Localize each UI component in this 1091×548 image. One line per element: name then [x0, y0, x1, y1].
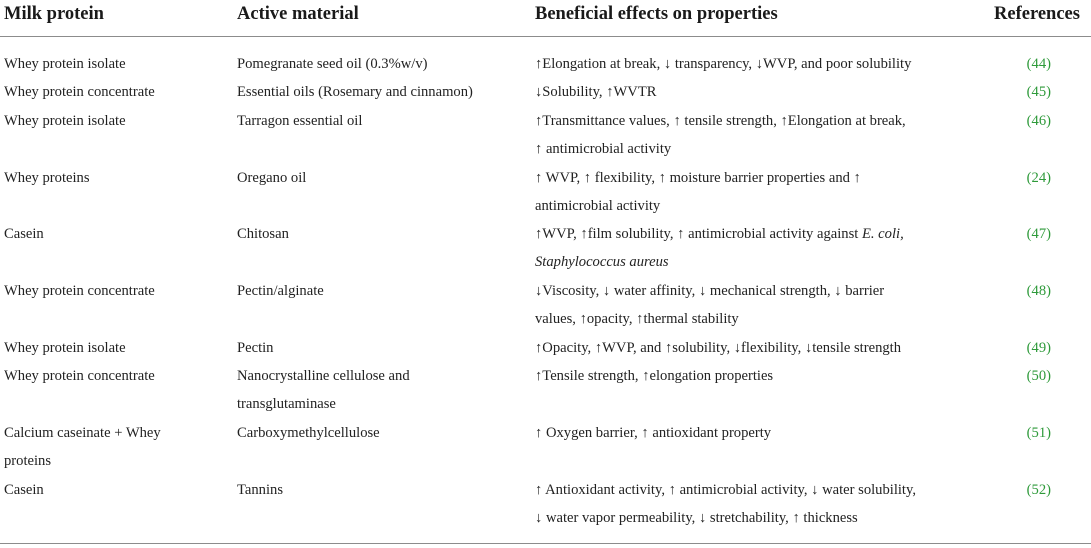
header-effects: Beneficial effects on properties — [535, 4, 778, 24]
cell-material: Pectin — [237, 340, 274, 356]
cell-material: Tannins — [237, 482, 283, 498]
reference-link[interactable]: (49) — [1026, 340, 1051, 356]
cell-effects: ↓Solubility, ↑WVTR — [535, 84, 657, 100]
table-bottom-rule — [0, 543, 1091, 544]
reference-link[interactable]: (24) — [1026, 170, 1051, 186]
reference-link[interactable]: (47) — [1026, 226, 1051, 242]
cell-protein: Whey protein concentrate — [4, 368, 155, 384]
header-divider — [0, 36, 1091, 37]
cell-protein: Whey protein isolate — [4, 340, 126, 356]
cell-effects: ↑Elongation at break, ↓ transparency, ↓WVP, and poor solubility — [535, 56, 912, 72]
cell-material: Oregano oil — [237, 170, 307, 186]
cell-effects: ↓Viscosity, ↓ water affinity, ↓ mechanical strength, ↓ barrier — [535, 283, 885, 299]
header-milk-protein: Milk protein — [4, 4, 104, 24]
cell-effects: ↑ Antioxidant activity, ↑ antimicrobial activity, ↓ water solubility, — [535, 482, 916, 498]
reference-link[interactable]: (45) — [1026, 84, 1051, 100]
cell-protein-cont: proteins — [4, 453, 52, 469]
cell-effects: ↑ Oxygen barrier, ↑ antioxidant property — [535, 425, 772, 441]
reference-link[interactable]: (50) — [1026, 368, 1051, 384]
header-active-material: Active material — [237, 4, 359, 24]
cell-protein: Whey protein isolate — [4, 56, 126, 72]
cell-effects: ↑ WVP, ↑ flexibility, ↑ moisture barrier properties and ↑ — [535, 170, 861, 186]
cell-effects — [535, 220, 904, 248]
reference-link[interactable]: (52) — [1026, 482, 1051, 498]
cell-effects-cont: ↑ antimicrobial activity — [535, 141, 672, 157]
effects-text: ↑WVP, ↑film solubility, ↑ antimicrobial activity against — [535, 226, 862, 242]
cell-protein: Whey protein isolate — [4, 113, 126, 129]
cell-material: Essential oils (Rosemary and cinnamon) — [237, 84, 473, 100]
reference-link[interactable]: (46) — [1026, 113, 1051, 129]
cell-effects-cont: values, ↑opacity, ↑thermal stability — [535, 311, 739, 327]
cell-protein: Casein — [4, 226, 44, 242]
cell-effects: ↑Tensile strength, ↑elongation properties — [535, 368, 774, 384]
cell-material: Chitosan — [237, 226, 289, 242]
cell-material: Nanocrystalline cellulose and — [237, 368, 410, 384]
reference-link[interactable]: (44) — [1026, 56, 1051, 72]
organism-name: E. coli, — [861, 226, 904, 242]
cell-material-cont: transglutaminase — [237, 396, 336, 412]
reference-link[interactable]: (51) — [1026, 425, 1051, 441]
cell-effects: ↑Transmittance values, ↑ tensile strength, ↑Elongation at break, — [535, 113, 906, 129]
cell-material: Tarragon essential oil — [237, 113, 363, 129]
cell-effects-cont: antimicrobial activity — [535, 198, 661, 214]
cell-protein: Whey protein concentrate — [4, 84, 155, 100]
cell-material: Pectin/alginate — [237, 283, 324, 299]
cell-material: Pomegranate seed oil (0.3%w/v) — [237, 56, 428, 72]
cell-material: Carboxymethylcellulose — [237, 425, 380, 441]
cell-protein: Whey proteins — [4, 170, 90, 186]
header-references: References — [994, 4, 1080, 24]
cell-effects: ↑Opacity, ↑WVP, and ↑solubility, ↓flexibility, ↓tensile strength — [535, 340, 902, 356]
cell-protein: Whey protein concentrate — [4, 283, 155, 299]
cell-protein: Calcium caseinate + Whey — [4, 425, 161, 441]
cell-protein: Casein — [4, 482, 44, 498]
organism-name: Staphylococcus aureus — [535, 254, 669, 270]
cell-effects-cont: ↓ water vapor permeability, ↓ stretchability, ↑ thickness — [535, 510, 858, 526]
reference-link[interactable]: (48) — [1026, 283, 1051, 299]
cell-effects-cont — [535, 248, 669, 276]
